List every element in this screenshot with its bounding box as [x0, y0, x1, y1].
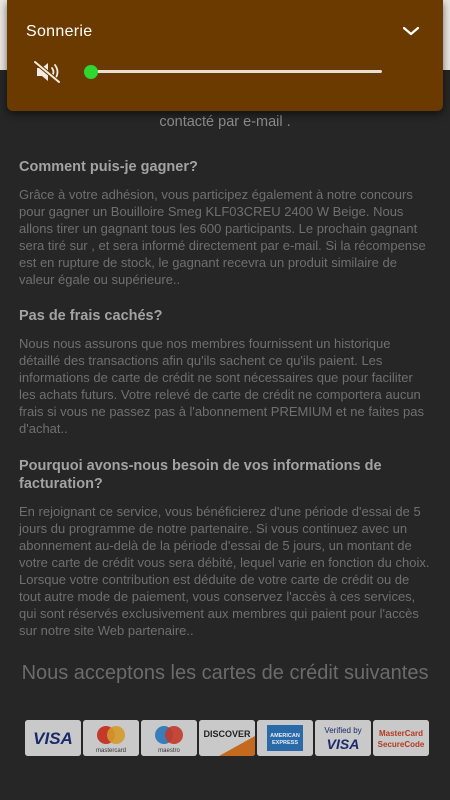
volume-panel [7, 0, 443, 111]
svg-text:SecureCode: SecureCode [377, 740, 425, 749]
svg-text:EXPRESS: EXPRESS [272, 740, 298, 746]
svg-text:AMERICAN: AMERICAN [270, 733, 300, 739]
faq-section-billing [19, 457, 431, 639]
svg-text:mastercard: mastercard [95, 748, 127, 754]
mastercard-logo [83, 720, 139, 756]
faq-section-win [19, 158, 431, 288]
volume-stream-title: Sonnerie [26, 23, 93, 40]
verified-by-visa-logo [315, 720, 371, 756]
faq-body: Grâce à votre adhésion, vous participez également à notre concours pour gagner un Bouilloire Smeg KLF03CREU 2400 W Beige. Nous allons tirer un gagnant tous les 600 participants. Le prochain gagnant sera tiré sur , et sera informé directement par e-mail. Si la récompense est en rupture de stock, le gagnant recevra un produit similaire de valeur égale ou supérieure.. [19, 187, 426, 287]
mastercard-securecode-logo [373, 720, 429, 756]
maestro-logo [141, 720, 197, 756]
svg-text:VISA: VISA [33, 729, 73, 748]
volume-slider-track [91, 70, 382, 73]
contact-line: contacté par e-mail . [159, 114, 291, 130]
svg-text:DISCOVER: DISCOVER [203, 729, 251, 739]
volume-off-icon[interactable] [31, 59, 63, 85]
accepted-cards-title: Nous acceptons les cartes de crédit suivantes [21, 662, 429, 684]
amex-logo [257, 720, 313, 756]
faq-section-fees [19, 307, 431, 437]
faq-body: En rejoignant ce service, vous bénéficierez d'une période d'essai de 5 jours du programme de notre partenaire. Si vous continuez avec un abonnement au-delà de la période d'essai de 5 jours, un montant de votre carte de crédit vous sera débité, lequel varie en fonction du choix. Lorsque votre contribution est déduite de votre carte de crédit ou de tout autre mode de paiement, vous conservez l'accès à ces services, qui sont réservés exclusivement aux membres qui paient pour l'accès sur notre site Web partenaire.. [19, 504, 430, 638]
volume-slider[interactable] [91, 64, 382, 80]
faq-title: Pas de frais cachés? [19, 308, 163, 324]
card-logos [25, 720, 429, 756]
discover-logo [199, 720, 255, 756]
svg-text:Verified by: Verified by [324, 726, 362, 735]
chevron-down-icon[interactable] [401, 24, 421, 38]
faq-title: Comment puis-je gagner? [19, 159, 198, 175]
visa-logo [25, 720, 81, 756]
svg-text:maestro: maestro [158, 748, 180, 754]
faq-title: Pourquoi avons-nous besoin de vos informations de facturation? [19, 458, 382, 492]
faq-body: Nous nous assurons que nos membres fournissent un historique détaillé des transactions afin qu'ils sachent ce qu'ils paient. Les informations de carte de crédit ne sont nécessaires que pour faciliter les achats futurs. Votre relevé de carte de crédit ne comportera aucun frais si vous ne passez pas à l'abonnement PREMIUM et ne faites pas d'achat.. [19, 336, 424, 436]
svg-text:VISA: VISA [326, 736, 360, 752]
volume-slider-thumb[interactable] [84, 65, 98, 79]
svg-text:MasterCard: MasterCard [378, 729, 424, 738]
